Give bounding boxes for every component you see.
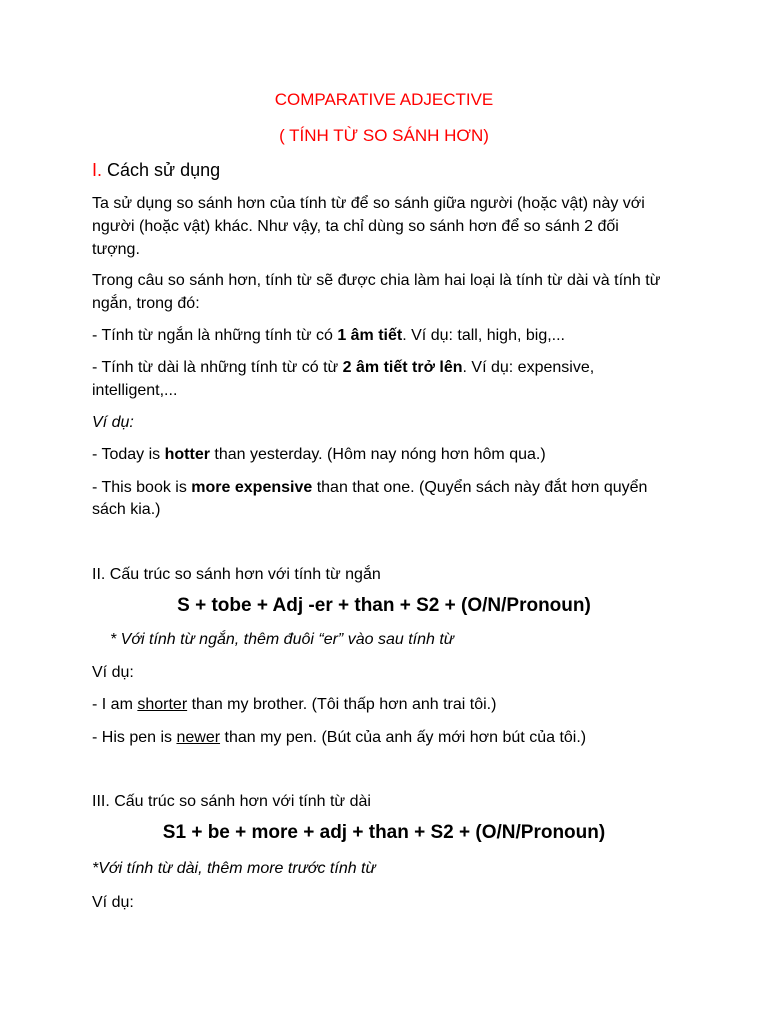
section1-example-2-line2: sách kia.) xyxy=(92,501,161,518)
section3-example-label: Ví dụ: xyxy=(92,894,134,911)
document-subtitle: ( TÍNH TỪ SO SÁNH HƠN) xyxy=(279,126,489,145)
section1-para2-line1: Trong câu so sánh hơn, tính từ sẽ được chia làm hai loại là tính từ dài và tính từ xyxy=(92,272,661,289)
short-adjective-definition xyxy=(92,324,565,347)
section2-formula: S + tobe + Adj -er + than + S2 + (O/N/Pronoun) xyxy=(177,595,591,616)
short-def-examples: . Ví dụ: tall, high, big,... xyxy=(402,327,565,344)
example-bold: more expensive xyxy=(191,479,313,496)
long-adjective-definition-line2: intelligent,... xyxy=(92,382,178,399)
section2-example-1 xyxy=(92,693,496,716)
section1-para2-line2: ngắn, trong đó: xyxy=(92,295,200,312)
section1-para1-line2: người (hoặc vật) khác. Như vậy, ta chỉ dùng so sánh hơn để so sánh 2 đối xyxy=(92,218,619,235)
short-def-text: - Tính từ ngắn là những tính từ có xyxy=(92,327,338,344)
section3-formula: S1 + be + more + adj + than + S2 + (O/N/Pronoun) xyxy=(162,822,606,843)
example-bold: hotter xyxy=(164,446,210,463)
section1-example-label: Ví dụ: xyxy=(92,414,134,431)
long-adjective-definition xyxy=(92,356,594,379)
section2-example-label: Ví dụ: xyxy=(92,664,134,681)
example-text: than yesterday. (Hôm nay nóng hơn hôm qua.) xyxy=(209,446,546,463)
section1-heading xyxy=(92,159,220,182)
example-text: - His pen is xyxy=(92,729,177,746)
section1-para1-line1: Ta sử dụng so sánh hơn của tính từ để so sánh giữa người (hoặc vật) này với xyxy=(92,195,645,212)
example-text: than that one. (Quyển sách này đắt hơn quyển xyxy=(312,479,648,496)
example-underlined: newer xyxy=(176,729,221,746)
section1-example-1 xyxy=(92,443,546,466)
section2-example-2 xyxy=(92,726,586,749)
example-text: than my brother. (Tôi thấp hơn anh trai tôi.) xyxy=(187,696,497,713)
document-title: COMPARATIVE ADJECTIVE xyxy=(274,90,494,109)
example-text: than my pen. (Bút của anh ấy mới hơn bút của tôi.) xyxy=(220,729,587,746)
short-def-bold: 1 âm tiết xyxy=(337,327,403,344)
section3-note: *Với tính từ dài, thêm more trước tính từ xyxy=(92,860,376,877)
long-def-examples: . Ví dụ: expensive, xyxy=(462,359,595,376)
section1-heading-text: Cách sử dụng xyxy=(102,160,221,180)
long-def-text: - Tính từ dài là những tính từ có từ xyxy=(92,359,343,376)
example-text: - I am xyxy=(92,696,138,713)
section2-heading: II. Cấu trúc so sánh hơn với tính từ ngắn xyxy=(92,566,381,583)
long-def-bold: 2 âm tiết trở lên xyxy=(342,359,463,376)
section1-para1-line3: tượng. xyxy=(92,241,140,258)
example-underlined: shorter xyxy=(137,696,188,713)
example-text: - This book is xyxy=(92,479,192,496)
section1-example-2 xyxy=(92,476,647,499)
example-text: - Today is xyxy=(92,446,165,463)
section3-heading: III. Cấu trúc so sánh hơn với tính từ dài xyxy=(92,793,371,810)
section2-note: * Với tính từ ngắn, thêm đuôi “er” vào sau tính từ xyxy=(110,631,454,648)
section1-number: I. xyxy=(92,160,103,180)
